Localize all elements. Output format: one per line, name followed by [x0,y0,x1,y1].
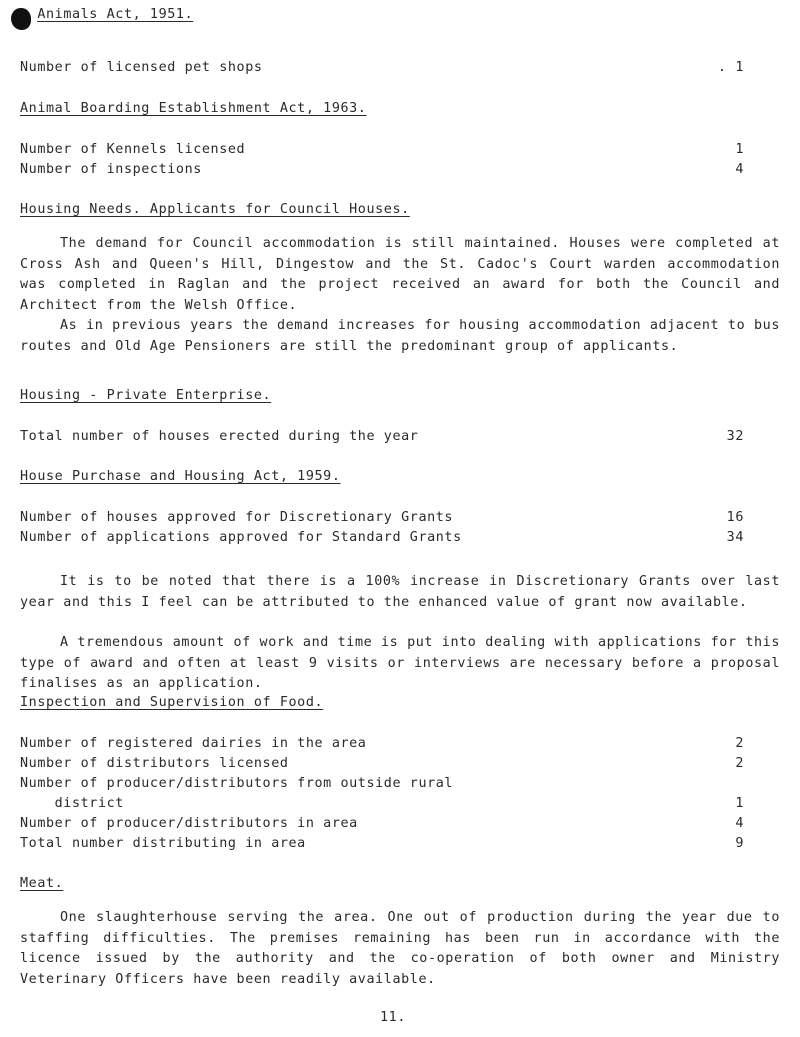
row-value: 34 [726,530,744,545]
row-value: 16 [726,510,744,525]
row-producers-in-area [20,816,744,836]
row-outside-producers [20,776,744,796]
row-inspections [20,162,744,182]
row-pet-shops [20,60,744,80]
row-value: 4 [735,816,744,831]
heading-food-inspection: Inspection and Supervision of Food. [20,695,324,710]
paragraph-grant-increase: It is to be noted that there is a 100% increase in Discretionary Grants over last year and this I feel can be attributed to the enhanced value of grant now available. [20,574,780,610]
row-standard-grants [20,530,744,550]
row-value: 1 [735,142,744,157]
row-registered-dairies [20,736,744,756]
paragraph-bus-routes: As in previous years the demand increases for housing accommodation adjacent to bus routes and Old Age Pensioners are still the predominant group of applicants. [20,318,780,354]
row-value: 2 [735,736,744,751]
heading-animal-boarding-act: Animal Boarding Establishment Act, 1963. [20,101,367,116]
heading-house-purchase-act: House Purchase and Housing Act, 1959. [20,469,341,484]
row-label: Number of licensed pet shops [20,60,263,75]
heading-meat: Meat. [20,876,64,891]
row-label: Number of distributors licensed [20,756,289,771]
row-value: 9 [735,836,744,851]
row-kennels-licensed [20,142,744,162]
row-label: Number of Kennels licensed [20,142,246,157]
row-label: Total number distributing in area [20,836,306,851]
row-label: Total number of houses erected during the year [20,429,419,444]
row-label: district [20,796,124,811]
row-total-distributing [20,836,744,856]
row-value: 4 [735,162,744,177]
heading-housing-needs: Housing Needs. Applicants for Council Houses. [20,202,410,217]
row-value: . 1 [718,60,744,75]
row-label: Number of applications approved for Standard Grants [20,530,462,545]
row-value: 1 [735,796,744,811]
row-outside-producers-district [20,796,744,816]
paragraph-slaughterhouse: One slaughterhouse serving the area. One out of production during the year due to staffing difficulties. The premises remaining has been run in accordance with the licence issued by the authority and the co-operation of both owner and Ministry Veterinary Officers have been readily available. [20,910,780,987]
heading-pet-animals-act: Animals Act, 1951. [37,7,194,22]
page-number: 11. [380,1010,406,1025]
row-label: Number of producer/distributors in area [20,816,358,831]
row-label: Number of producer/distributors from outside rural [20,776,454,791]
row-value: 2 [735,756,744,771]
paragraph-council-demand: The demand for Council accommodation is still maintained. Houses were completed at Cross Ash and Queen's Hill, Dingestow and the St. Cadoc's Court warden accommodation was completed in Raglan and the project received an award for both the Council and Architect from the Welsh Office. [20,236,780,313]
row-label: Number of registered dairies in the area [20,736,367,751]
row-label: Number of inspections [20,162,202,177]
row-value: 32 [726,429,744,444]
heading-housing-private: Housing - Private Enterprise. [20,388,272,403]
row-houses-erected [20,429,744,449]
paragraph-application-work: A tremendous amount of work and time is put into dealing with applications for this type of award and often at least 9 visits or interviews are necessary before a proposal finalises as an application. [20,635,780,691]
row-discretionary-grants [20,510,744,530]
row-distributors-licensed [20,756,744,776]
row-label: Number of houses approved for Discretionary Grants [20,510,454,525]
